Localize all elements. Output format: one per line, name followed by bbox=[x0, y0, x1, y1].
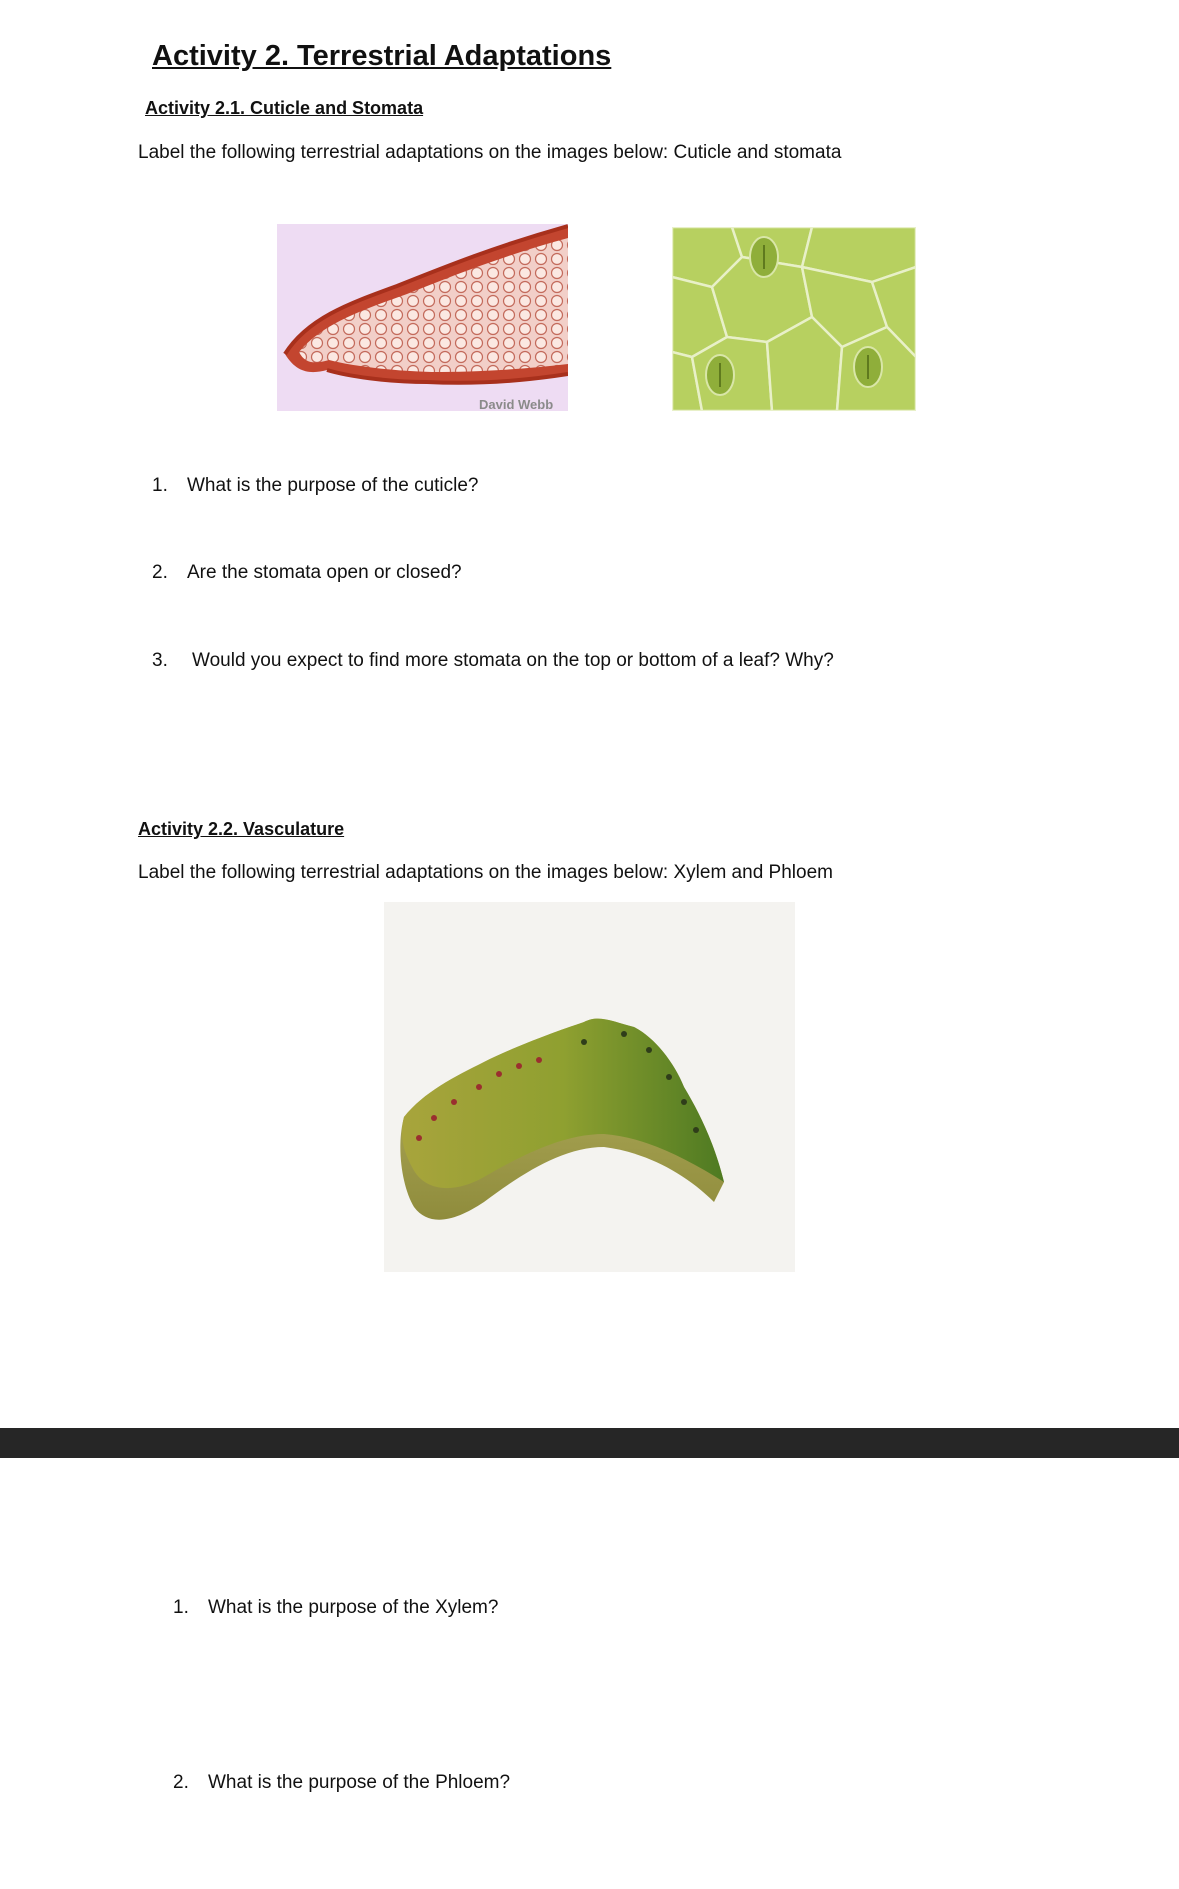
stomata-micrograph-image bbox=[672, 227, 916, 411]
question-2-stomata: 2. Are the stomata open or closed? bbox=[152, 562, 462, 583]
leaf-cross-section-image bbox=[277, 224, 568, 411]
page-title: Activity 2. Terrestrial Adaptations bbox=[152, 40, 612, 72]
question-1-xylem: 1. What is the purpose of the Xylem? bbox=[173, 1597, 499, 1618]
page-divider bbox=[0, 1428, 1179, 1458]
question-1-cuticle: 1. What is the purpose of the cuticle? bbox=[152, 475, 479, 496]
instruction-cuticle-stomata: Label the following terrestrial adaptations on the images below: Cuticle and stomata bbox=[138, 142, 842, 163]
image-credit: David Webb bbox=[479, 397, 554, 411]
section-heading-cuticle-stomata: Activity 2.1. Cuticle and Stomata bbox=[145, 98, 424, 118]
stem-cross-section-image bbox=[384, 902, 795, 1272]
section-heading-vasculature: Activity 2.2. Vasculature bbox=[138, 819, 345, 839]
instruction-vasculature: Label the following terrestrial adaptations on the images below: Xylem and Phloem bbox=[138, 862, 833, 883]
question-2-phloem: 2. What is the purpose of the Phloem? bbox=[173, 1772, 511, 1793]
question-3-stomata-location: 3. Would you expect to find more stomata on the top or bottom of a leaf? Why? bbox=[152, 650, 834, 671]
